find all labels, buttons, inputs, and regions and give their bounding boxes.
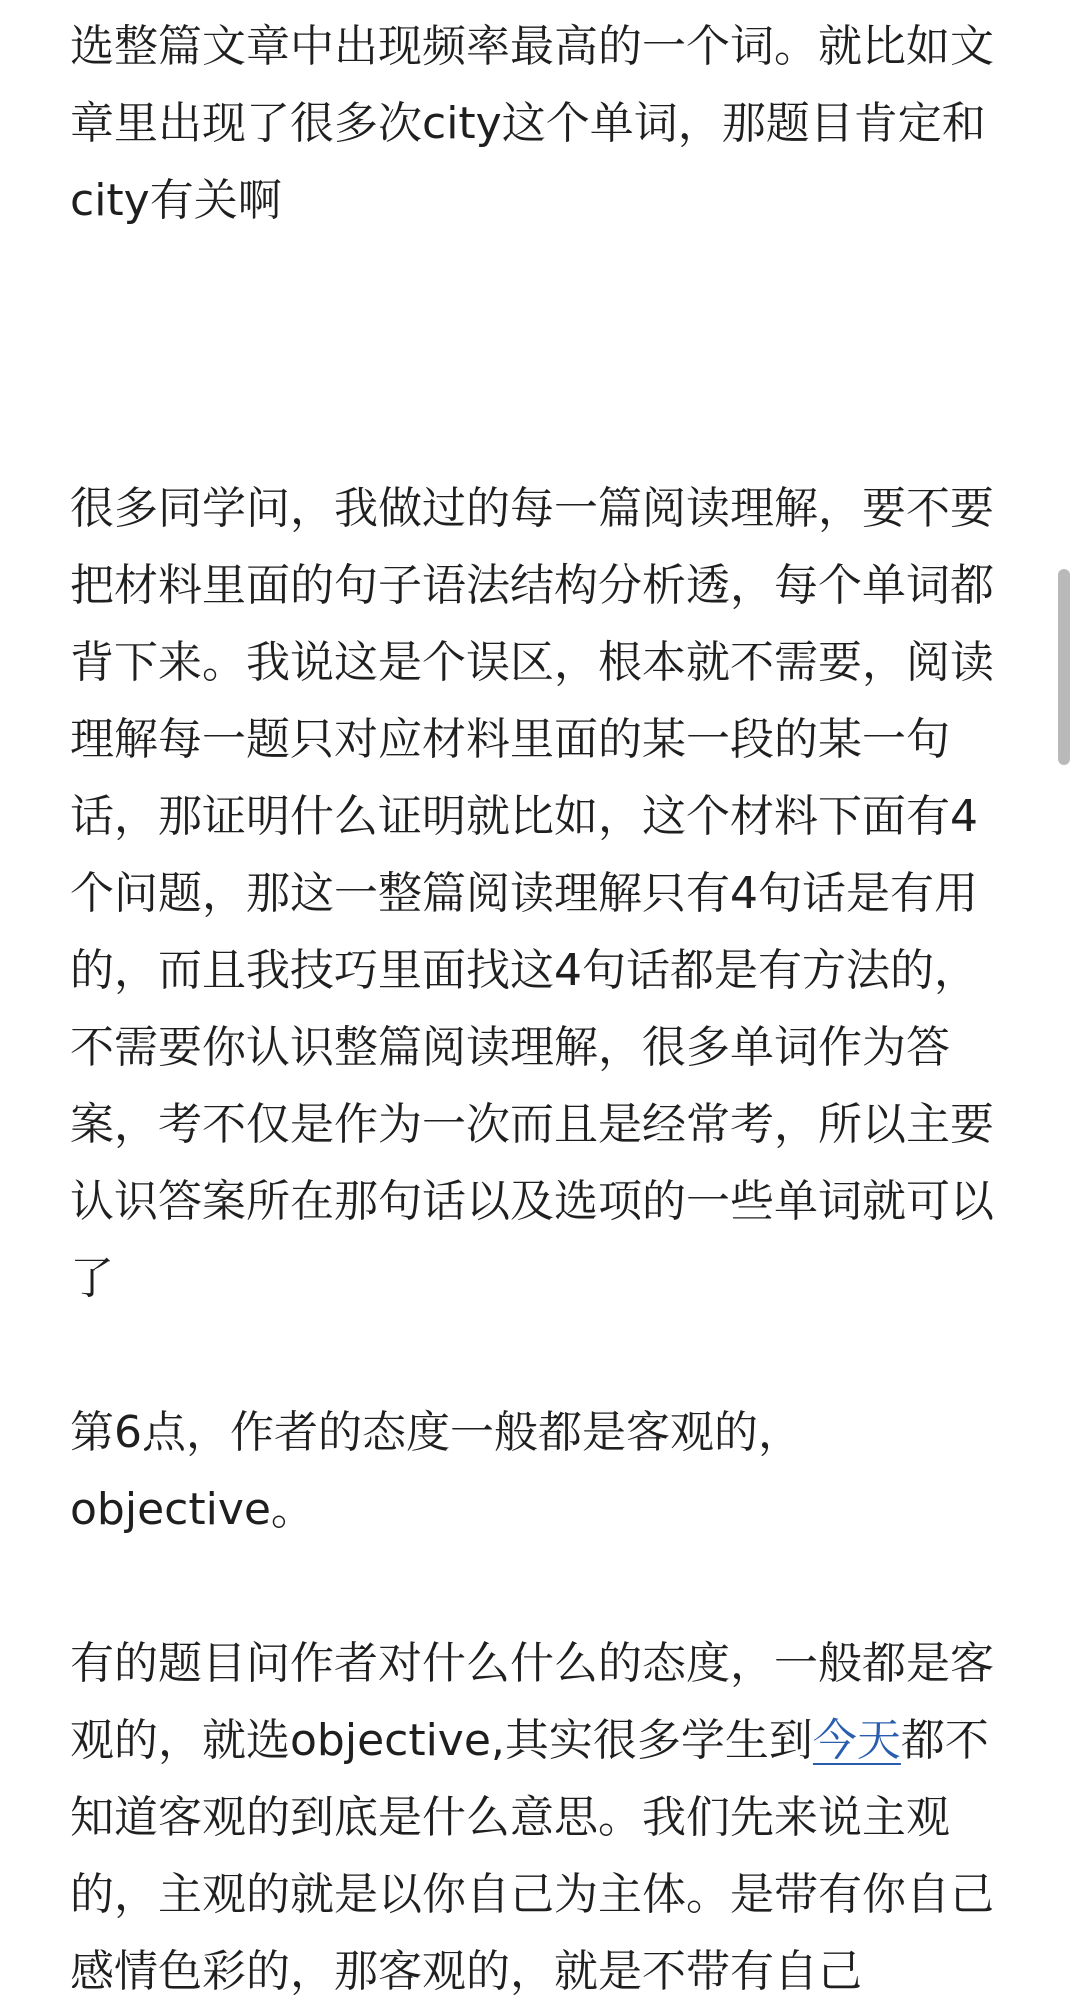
paragraph-4: [70, 1625, 1020, 2010]
paragraph-4-text-before-link: 有的题目问作者对什么什么的态度，一般都是客观的，就选objective,其实很多学生到: [70, 1638, 994, 1766]
paragraph-spacer: [70, 239, 1020, 470]
inline-link-today[interactable]: 今天: [812, 1715, 901, 1766]
scrollbar-thumb[interactable]: [1058, 569, 1070, 765]
paragraph-2: 很多同学问，我做过的每一篇阅读理解，要不要把材料里面的句子语法结构分析透，每个单词都背下来。我说这是个误区，根本就不需要，阅读理解每一题只对应材料里面的某一段的某一句话，那证明什么证明就比如，这个材料下面有4个问题，那这一整篇阅读理解只有4句话是有用的，而且我技巧里面找这4句话都是有方法的，不需要你认识整篇阅读理解，很多单词作为答案，考不仅是作为一次而且是经常考，所以主要认识答案所在那句话以及选项的一些单词就可以了: [70, 483, 994, 1304]
paragraph-spacer: [70, 1317, 1020, 1394]
paragraph-3: 第6点，作者的态度一般都是客观的，objective。: [70, 1407, 802, 1535]
paragraph-4-text-after-link: 都不知道客观的到底是什么意思。我们先来说主观的，主观的就是以你自己为主体。是带有你自己感情色彩的，那客观的，就是不带有自己: [70, 1715, 994, 1997]
paragraph-spacer: [70, 1548, 1020, 1625]
paragraph-1: 选整篇文章中出现频率最高的一个词。就比如文章里出现了很多次city这个单词，那题目肯定和city有关啊: [70, 21, 994, 226]
article-body: [70, 8, 1020, 2010]
